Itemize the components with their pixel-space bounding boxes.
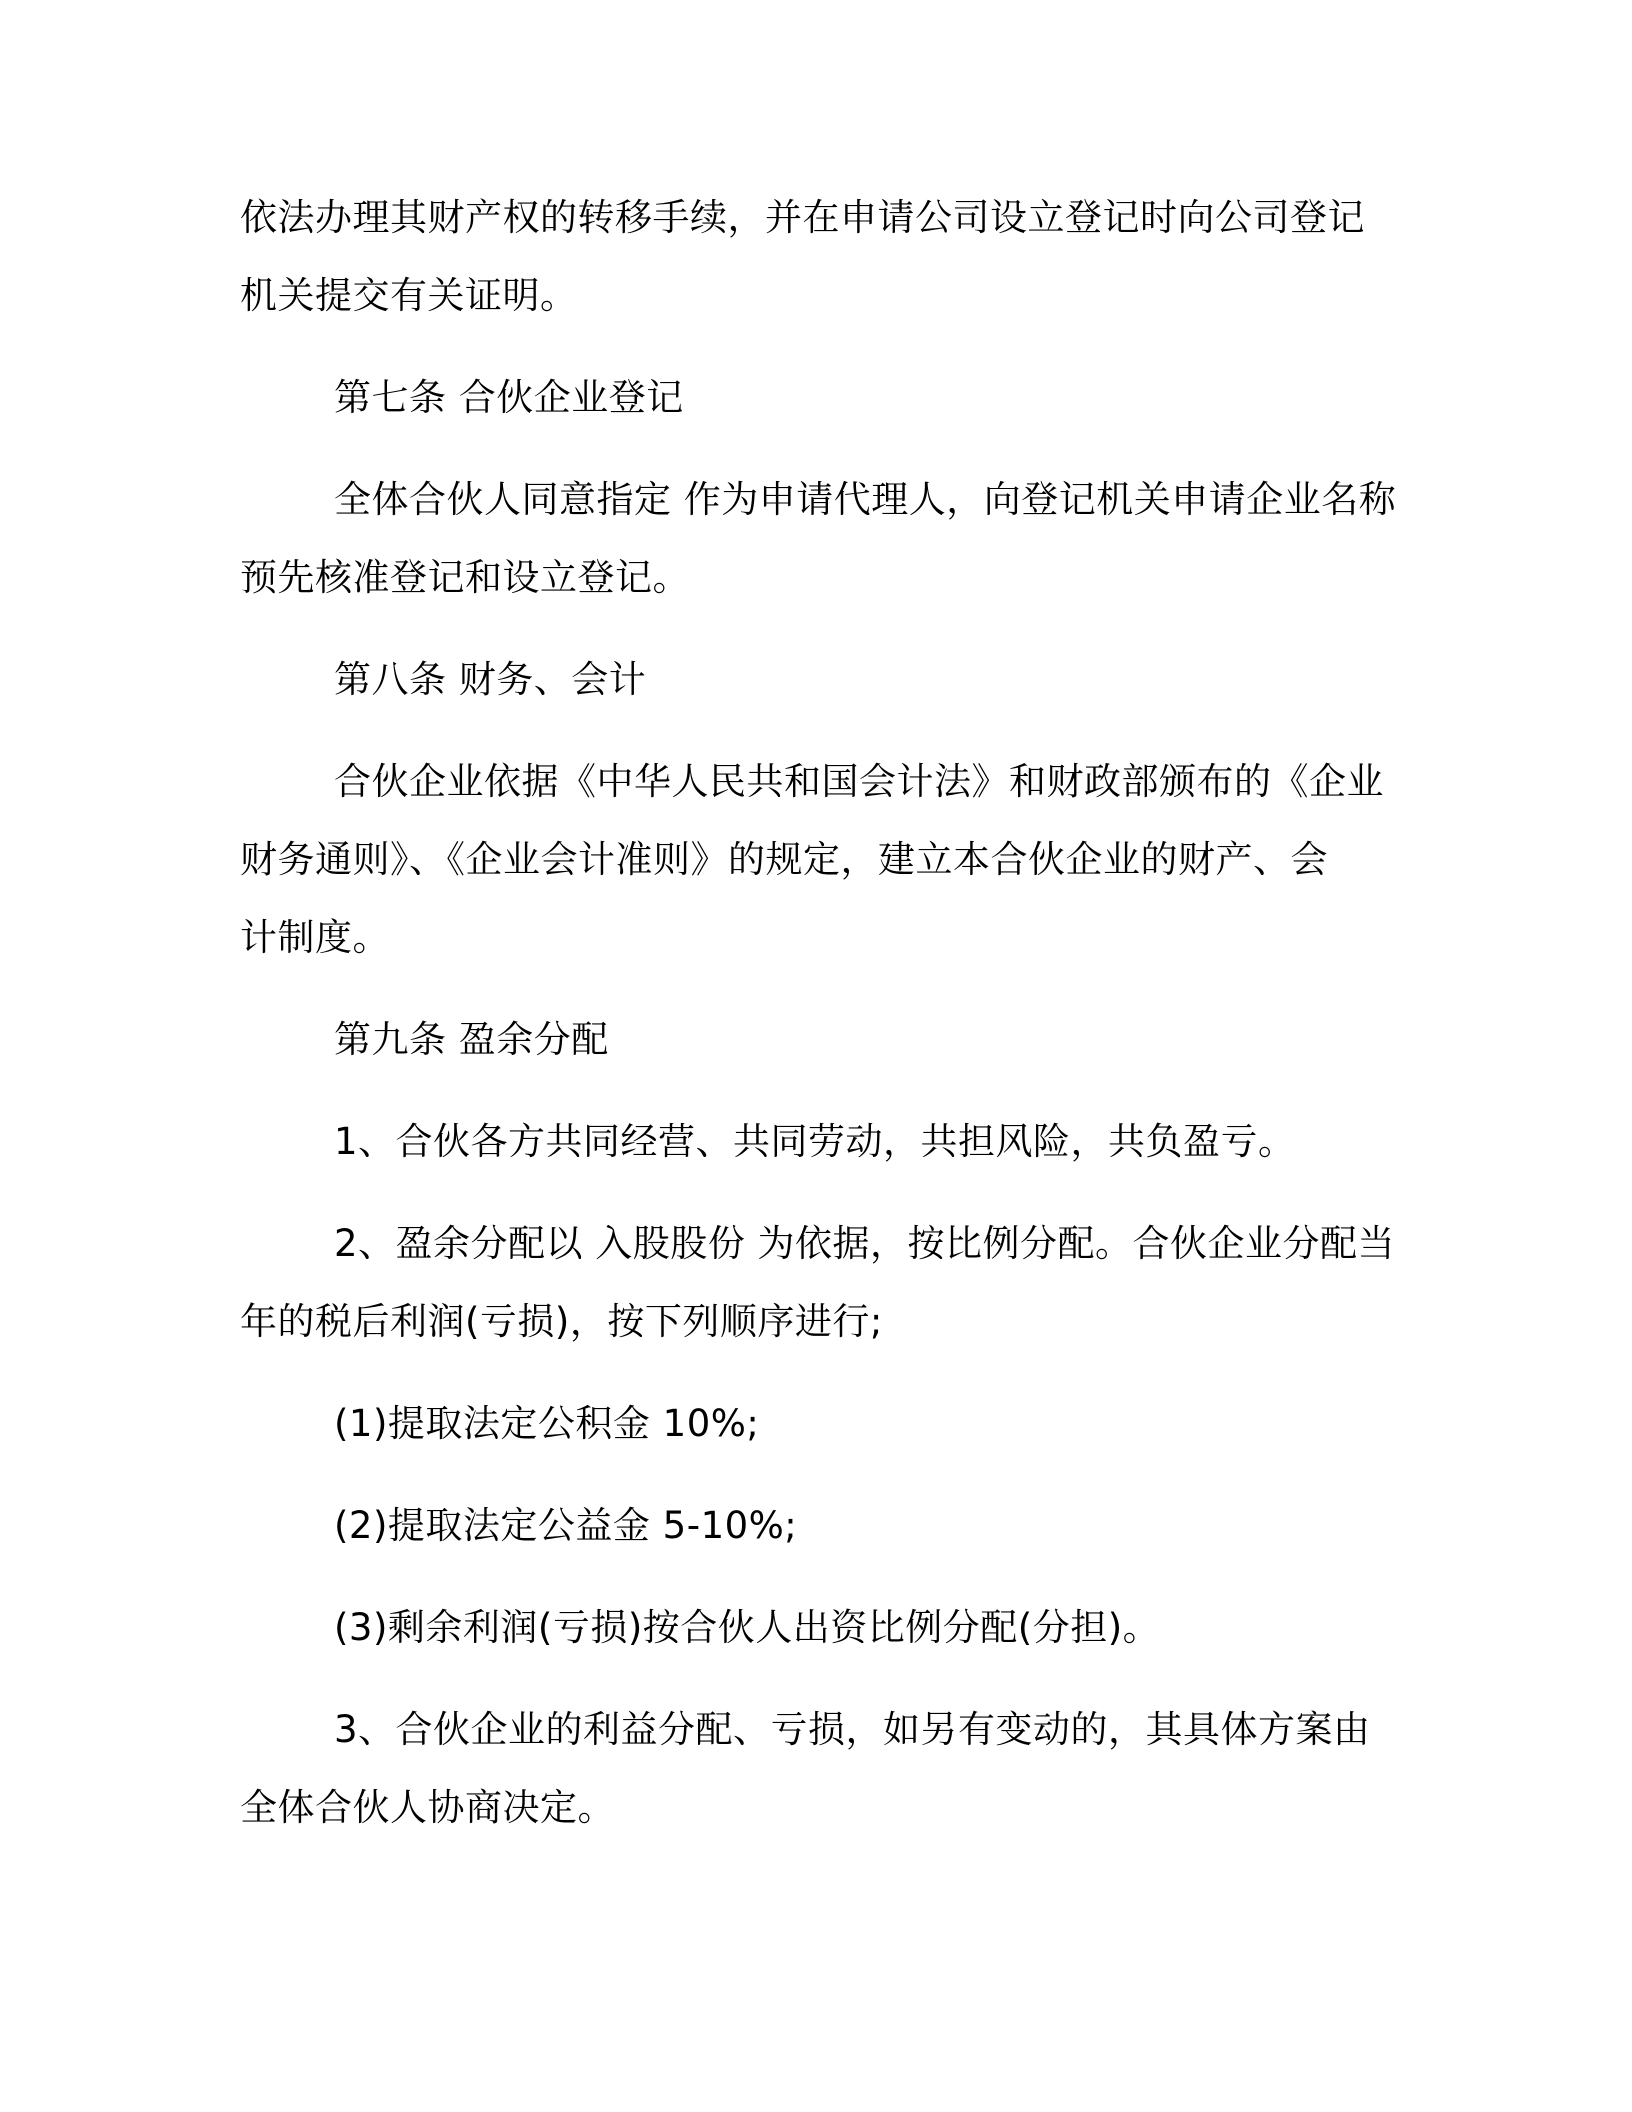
article-heading: 第九条 盈余分配	[334, 1018, 609, 1061]
text-line: 全体合伙人同意指定 作为申请代理人，向登记机关申请企业名称	[334, 478, 1397, 521]
text-line: 预先核准登记和设立登记。	[240, 556, 690, 599]
text-line: 计制度。	[240, 916, 390, 959]
text-line: 依法办理其财产权的转移手续，并在申请公司设立登记时向公司登记	[240, 196, 1365, 239]
article-heading: 第七条 合伙企业登记	[334, 376, 684, 419]
text-line: 财务通则》、《企业会计准则》的规定，建立本合伙企业的财产、会	[240, 838, 1328, 881]
list-item: (1)提取法定公积金 10%;	[334, 1402, 760, 1445]
text-line: 合伙企业依据《中华人民共和国会计法》和财政部颁布的《企业	[334, 760, 1384, 803]
article-heading: 第八条 财务、会计	[334, 658, 647, 701]
list-item: (2)提取法定公益金 5-10%;	[334, 1504, 798, 1547]
list-item: (3)剩余利润(亏损)按合伙人出资比例分配(分担)。	[334, 1606, 1161, 1649]
text-line: 机关提交有关证明。	[240, 274, 578, 317]
text-line: 3、合伙企业的利益分配、亏损，如另有变动的，其具体方案由	[334, 1708, 1371, 1751]
text-line: 全体合伙人协商决定。	[240, 1786, 615, 1829]
text-line: 1、合伙各方共同经营、共同劳动，共担风险，共负盈亏。	[334, 1120, 1296, 1163]
text-line: 2、盈余分配以 入股股份 为依据，按比例分配。合伙企业分配当	[334, 1222, 1396, 1265]
text-line: 年的税后利润(亏损)，按下列顺序进行;	[240, 1300, 883, 1343]
